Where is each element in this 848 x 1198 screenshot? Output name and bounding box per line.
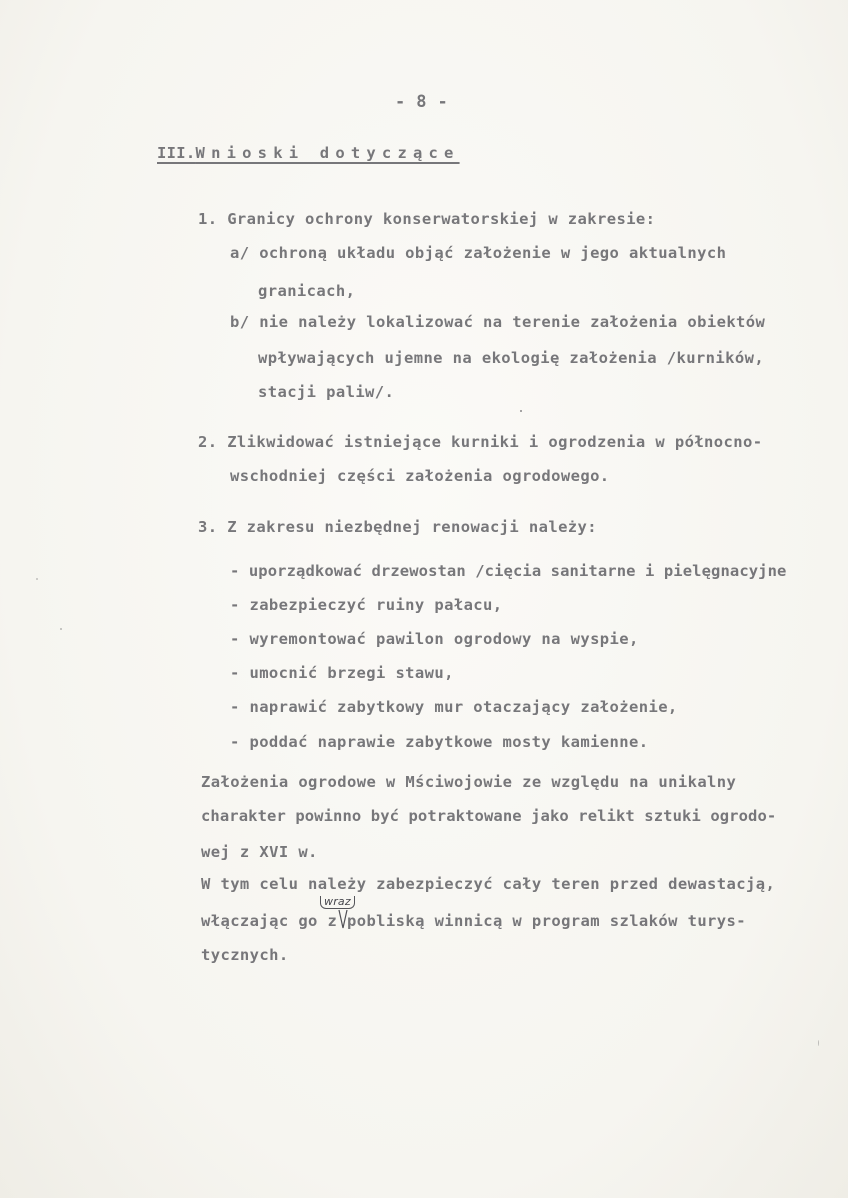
- bullet-item-2: - zabezpieczyć ruiny pałacu,: [230, 596, 503, 614]
- section-heading: [157, 144, 460, 162]
- bullet-item-4: - umocnić brzegi stawu,: [230, 664, 454, 682]
- paper-speck: [520, 410, 522, 412]
- page-number: - 8 -: [395, 92, 449, 112]
- paper-speck: [60, 628, 62, 630]
- list-item-2-cont: wschodniej części założenia ogrodowego.: [230, 467, 610, 485]
- bullet-item-3: - wyremontować pawilon ogrodowy na wyspie,: [230, 630, 639, 648]
- paragraph-line-1: Założenia ogrodowe w Mściwojowie ze względu na unikalny: [201, 773, 737, 791]
- list-item-2: 2. Zlikwidować istniejące kurniki i ogrodzenia w północno-: [198, 433, 763, 451]
- bullet-item-1: - uporządkować drzewostan /cięcia sanitarne i pielęgnacyjne: [230, 562, 787, 580]
- section-title: Wnioski dotyczące: [195, 144, 460, 162]
- paragraph-line-3: wej z XVI w.: [201, 843, 318, 861]
- paragraph-line-5: włączając go z pobliską winnicą w program szlaków turys-: [201, 912, 746, 930]
- list-item-3: 3. Z zakresu niezbędnej renowacji należy:: [198, 518, 598, 536]
- paper-speck: [36, 578, 38, 580]
- list-item-1b-cont: wpływających ujemne na ekologię założenia /kurników,: [258, 349, 765, 367]
- paragraph-line-6: tycznych.: [201, 946, 289, 964]
- list-item-1a-cont: granicach,: [258, 282, 356, 300]
- handwritten-insertion: wraz: [320, 896, 355, 909]
- paragraph-line-2: charakter powinno być potraktowane jako relikt sztuki ogrodo-: [201, 807, 777, 825]
- paper-speck: [818, 1040, 819, 1046]
- insertion-caret-icon: [338, 908, 348, 930]
- list-item-1b-cont2: stacji paliw/.: [258, 383, 395, 401]
- bullet-item-5: - naprawić zabytkowy mur otaczający założenie,: [230, 698, 678, 716]
- section-numeral: III.: [157, 144, 196, 162]
- list-item-1a: a/ ochroną układu objąć założenie w jego aktualnych: [230, 244, 727, 262]
- bullet-item-6: - poddać naprawie zabytkowe mosty kamienne.: [230, 733, 649, 751]
- list-item-1b: b/ nie należy lokalizować na terenie założenia obiektów: [230, 313, 766, 331]
- list-item-1: 1. Granicy ochrony konserwatorskiej w zakresie:: [198, 210, 656, 228]
- paragraph-line-4: W tym celu należy zabezpieczyć cały teren przed dewastacją,: [201, 875, 776, 893]
